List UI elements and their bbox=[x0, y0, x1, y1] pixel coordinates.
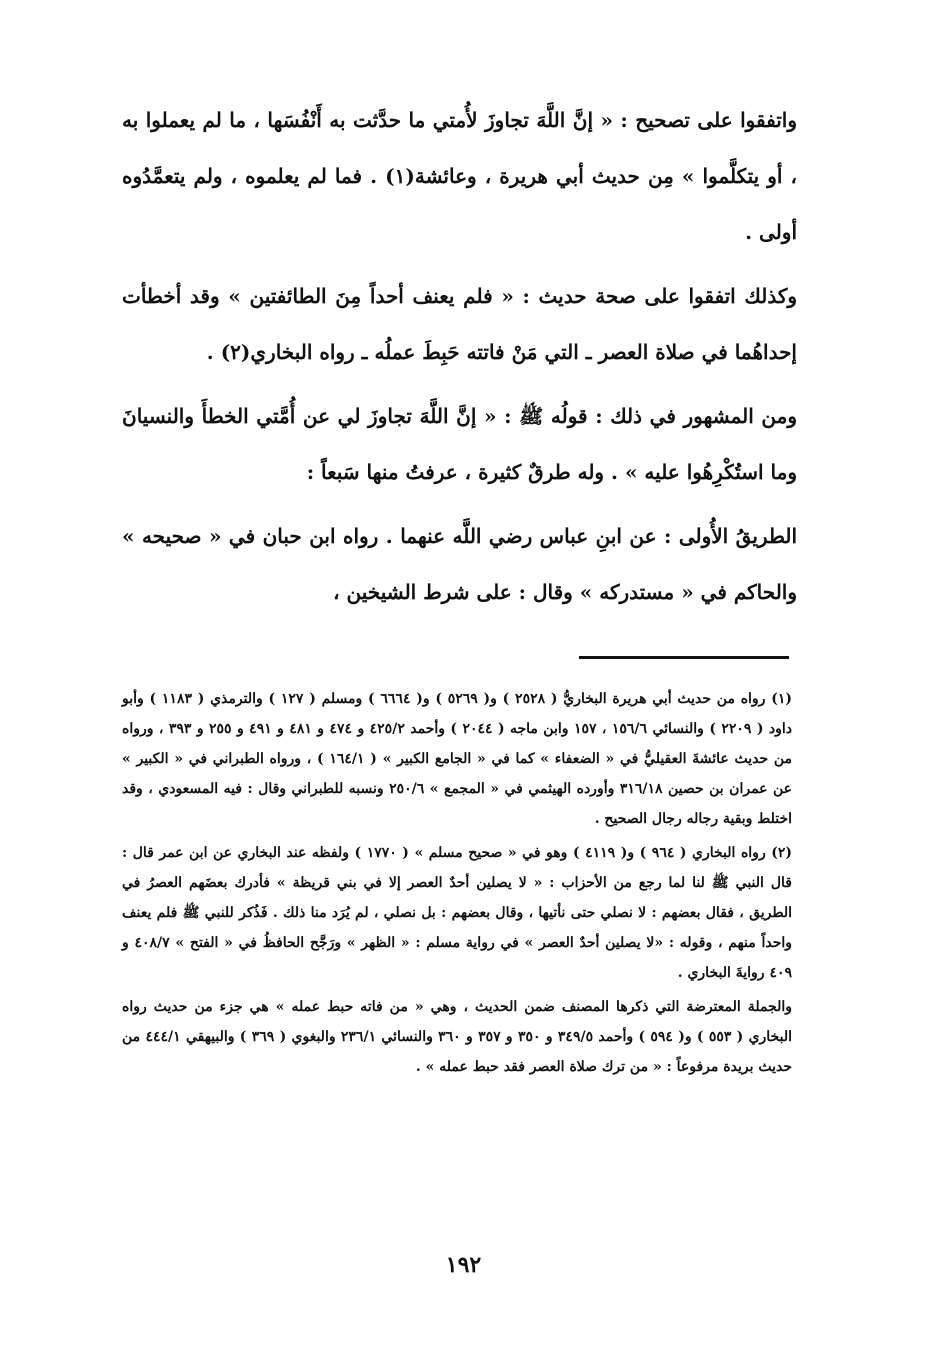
paragraph-3 bbox=[122, 388, 797, 500]
footnotes bbox=[122, 684, 792, 1086]
paragraph-1 bbox=[122, 92, 797, 260]
paragraph-text: وكذلك اتفقوا على صحة حديث : « فلم يعنف أحداً مِنَ الطائفتين » وقد أخطأت إحداهُما في صلاة العصر ـ التي مَنْ فاتته حَبِطَ عملُه ـ رواه البخاري(٢) . bbox=[122, 284, 797, 364]
paragraph-2 bbox=[122, 268, 797, 380]
paragraph-text: واتفقوا على تصحيح : « إنَّ اللَّهَ تجاوزَ لأُمتي ما حدَّثت به أَنْفُسَها ، ما لم يعملوا به ، أو يتكلَّموا » مِن حديث أبي هريرة ، وعائشة(١) . فما لم يعلموه ، ولم يتعمَّدُوه أولى . bbox=[122, 108, 797, 244]
footnote-divider bbox=[579, 656, 789, 659]
paragraph-text: : عن ابنِ عباس رضي اللَّه عنهما . رواه ابن حبان في « صحيحه » والحاكم في « مستدركه » وقال : على شرط الشيخين ، bbox=[122, 524, 797, 604]
paragraph-text: ومن المشهور في ذلك : قولُه ﷺ : « إنَّ اللَّهَ تجاوزَ لي عن أُمَّتي الخطأَ والنسيانَ وما استُكْرِهُوا عليه » . وله طرقٌ كثيرة ، عرفتُ منها سَبعاً : bbox=[122, 404, 797, 484]
footnote-2-continuation: والجملة المعترضة التي ذكرها المصنف ضمن الحديث ، وهي « من فاته حبط عمله » هي جزء من حديث رواه البخاري ( ٥٥٣ ) و( ٥٩٤ ) وأحمد ٣٤٩/٥ و ٣٥٠ و ٣٥٧ و ٣٦٠ والنسائي ٢٣٦/١ والبغوي ( ٣٦٩ ) والبيهقي ٤٤٤/١ من حديث بريدة مرفوعاً : « من ترك صلاة العصر فقد حبط عمله » . bbox=[122, 999, 792, 1075]
paragraph-4 bbox=[122, 508, 797, 620]
paragraph-lead: الطريقُ الأُولى bbox=[678, 524, 797, 548]
footnote-1: (١) رواه من حديث أبي هريرة البخاريُّ ( ٢٥٢٨ ) و( ٥٢٦٩ ) و( ٦٦٦٤ ) ومسلم ( ١٢٧ ) والترمذي ( ١١٨٣ ) وأبو داود ( ٢٢٠٩ ) والنسائي ١٥٦/٦ ، ١٥٧ وابن ماجه ( ٢٠٤٤ ) وأحمد ٤٢٥/٢ و ٤٧٤ و ٤٨١ و ٤٩١ و ٢٥٥ و ٣٩٣ ، ورواه من حديث عائشةَ العقيليُّ في « الضعفاء » كما في « الجامع الكبير » ( ١٦٤/١ ) ، ورواه الطبراني في « الكبير » عن عمران بن حصين ٣١٦/١٨ وأورده الهيثمي في « المجمع » ٢٥٠/٦ ونسبه للطبراني وقال : فيه المسعودي ، وقد اختلط وبقية رجاله رجال الصحيح . bbox=[122, 691, 793, 827]
main-text bbox=[122, 92, 797, 628]
page-number: ١٩٢ bbox=[445, 1252, 482, 1278]
footnote-2: (٢) رواه البخاري ( ٩٦٤ ) و( ٤١١٩ ) وهو في « صحيح مسلم » ( ١٧٧٠ ) ولفظه عند البخاري عن ابن عمر قال : قال النبي ﷺ لنا لما رجع من الأحزاب : « لا يصلين أحدٌ العصر إلا في بني قريظة » فأدرك بعضَهم العصرُ في الطريق ، فقال بعضهم : لا نصلي حتى نأتيها ، وقال بعضهم : بل نصلي ، لم يُرَد منا ذلك . فَذُكر للنبي ﷺ فلم يعنف واحداً منهم ، وقوله : «لا يصلين أحدٌ العصر » في رواية مسلم : « الظهر » ورَجَّح الحافظُ في « الفتح » ٤٠٨/٧ و ٤٠٩ روايةَ البخاري . bbox=[122, 845, 793, 981]
